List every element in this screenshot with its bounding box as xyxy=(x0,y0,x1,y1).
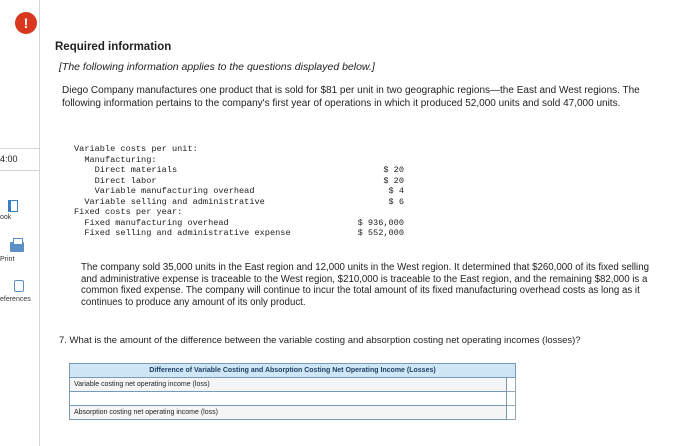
cost-label: Variable costs per unit: xyxy=(74,144,198,154)
ebook-label[interactable]: ook xyxy=(0,214,12,221)
rail-divider xyxy=(0,148,40,149)
absorption-costing-input[interactable] xyxy=(507,406,516,420)
references-label[interactable]: eferences xyxy=(0,296,31,303)
page-heading: Required information xyxy=(55,41,172,53)
cost-value: $ 6 xyxy=(388,196,404,207)
cost-label: Direct labor xyxy=(74,175,157,186)
print-icon[interactable] xyxy=(10,242,24,252)
blank-input[interactable] xyxy=(507,392,516,406)
cost-value: $ 20 xyxy=(383,175,404,186)
cost-label: Fixed manufacturing overhead xyxy=(74,217,229,228)
cost-label: Fixed selling and administrative expense xyxy=(74,228,291,238)
cost-value: $ 552,000 xyxy=(357,228,404,238)
cost-label: Fixed costs per year: xyxy=(74,207,183,217)
cost-label: Variable manufacturing overhead xyxy=(74,186,255,196)
cost-value: $ 20 xyxy=(383,165,404,175)
info-note: [The following information applies to the questions displayed below.] xyxy=(59,61,375,73)
answer-table xyxy=(69,363,516,420)
cost-row xyxy=(74,218,404,229)
region-paragraph: The company sold 35,000 units in the East region and 12,000 units in the West region. It determined that $260,000 of its fixed selling and administrative expense is traceable to the West region, $210,000 is traceable to the East region, and the remaining $82,000 is a common fixed expense. The company will continue to incur the total amount of its fixed manufacturing overhead costs as long as it continues to produce any amount of its only product. xyxy=(81,262,649,308)
variable-costing-input[interactable] xyxy=(507,378,516,392)
cost-row xyxy=(74,165,404,176)
alert-icon: ! xyxy=(15,12,37,34)
absorption-costing-label: Absorption costing net operating income (loss) xyxy=(70,406,507,420)
left-rail xyxy=(0,0,40,446)
cost-label: Direct materials xyxy=(74,165,178,175)
cost-value: $ 936,000 xyxy=(357,217,404,228)
blank-row[interactable] xyxy=(70,392,507,406)
intro-paragraph: Diego Company manufactures one product that is sold for $81 per unit in two geographic regions—the East and West regions. The following information pertains to the company's first year of operations in which it produced 52,000 units and sold 47,000 units. xyxy=(62,85,640,109)
print-label[interactable]: Print xyxy=(0,256,15,263)
timer-value: 4:00 xyxy=(0,154,18,164)
cost-row xyxy=(74,144,404,155)
question-text: 7. What is the amount of the difference between the variable costing and absorption costing net operating incomes (losses)? xyxy=(59,335,581,346)
cost-row xyxy=(74,155,404,166)
answer-table-header: Difference of Variable Costing and Absorption Costing Net Operating Income (Losses) xyxy=(70,364,516,378)
cost-value: $ 4 xyxy=(388,186,404,196)
rail-divider xyxy=(0,170,40,171)
cost-row xyxy=(74,207,404,218)
ebook-icon[interactable] xyxy=(8,200,18,212)
cost-label: Manufacturing: xyxy=(74,154,157,165)
cost-table xyxy=(74,144,404,239)
cost-label: Variable selling and administrative xyxy=(74,196,265,207)
cost-row xyxy=(74,186,404,197)
variable-costing-label: Variable costing net operating income (loss) xyxy=(70,378,507,392)
cost-row xyxy=(74,197,404,208)
cost-row xyxy=(74,228,404,239)
cost-row xyxy=(74,176,404,187)
references-icon[interactable] xyxy=(14,280,24,292)
